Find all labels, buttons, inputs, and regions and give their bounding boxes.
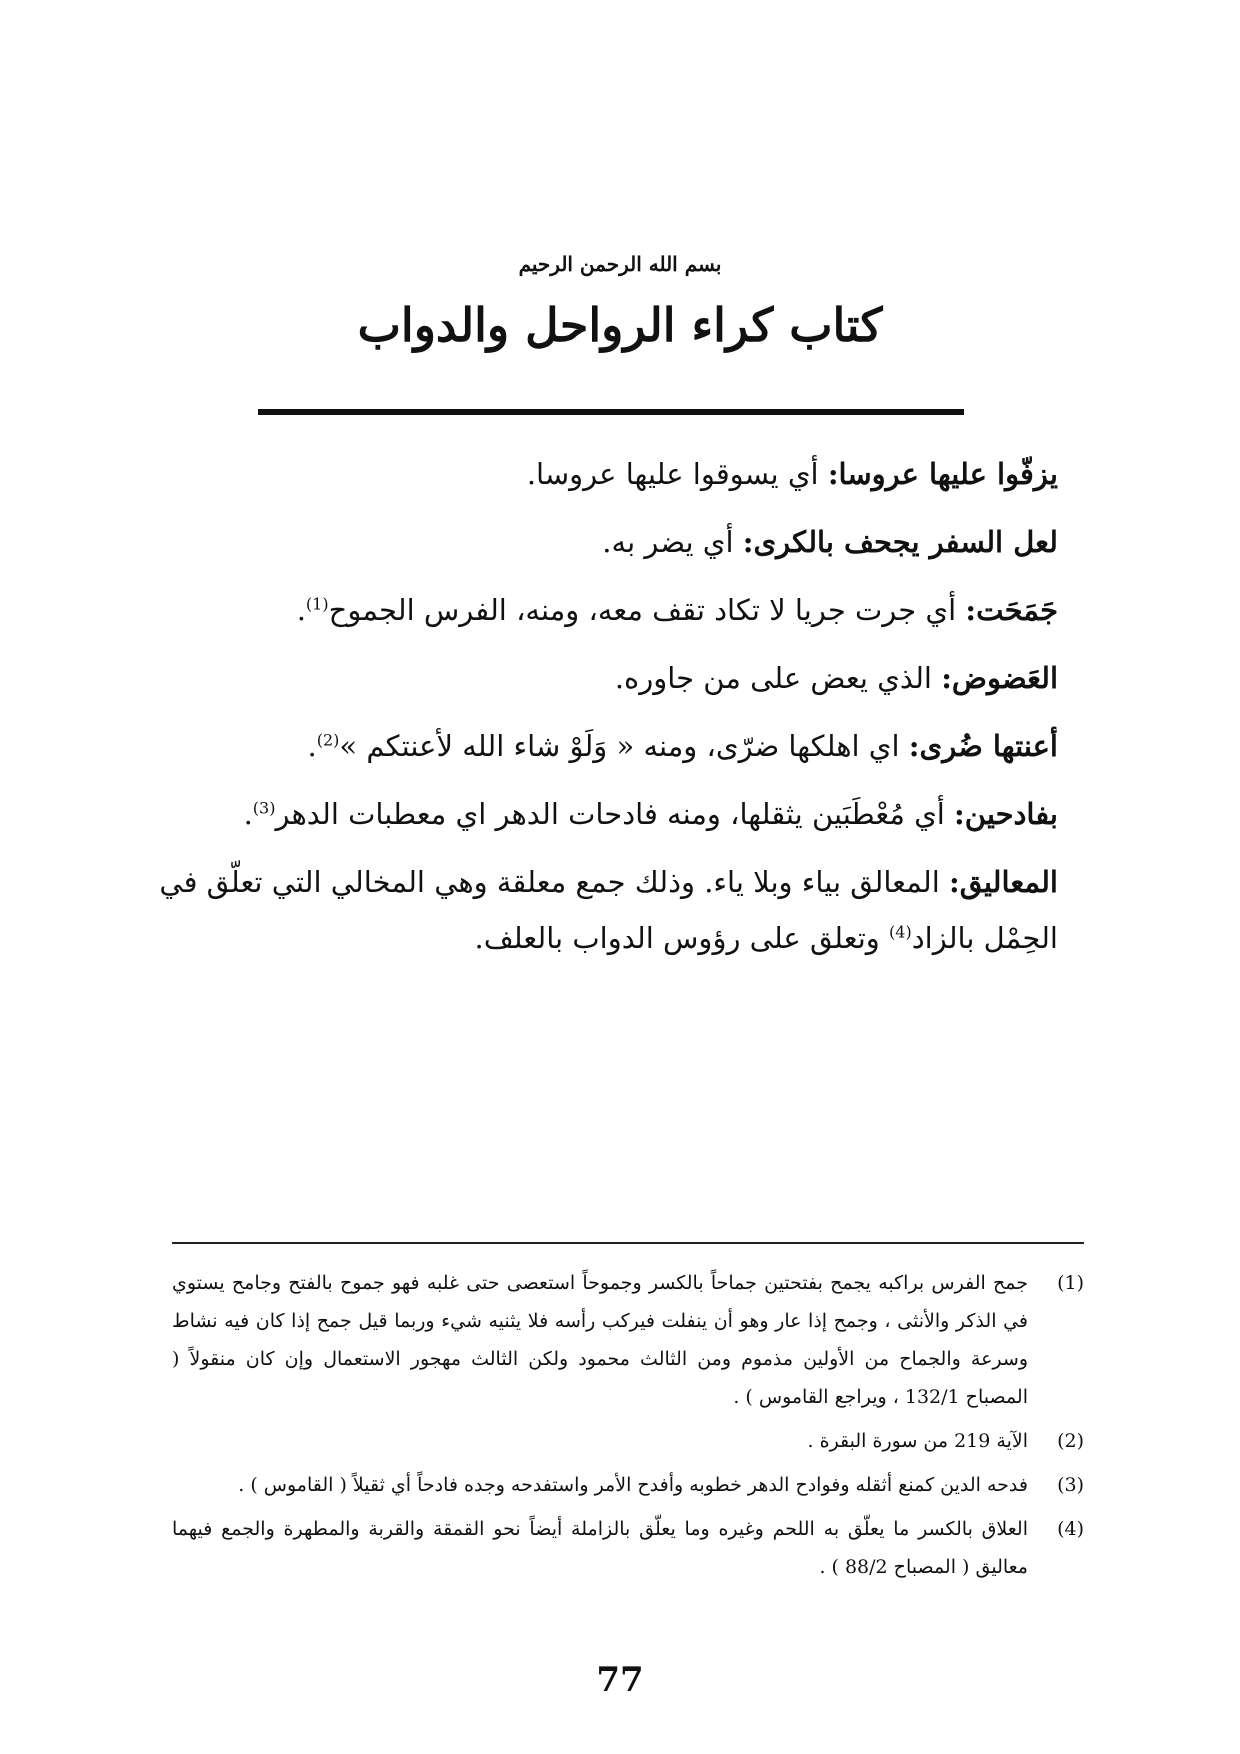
glossary-entry (150, 644, 1058, 712)
footnote-text: الآية 219 من سورة البقرة . (807, 1430, 1028, 1452)
glossary-entry: أعنتها ضُرى: اي اهلكها ضرّى، ومنه « وَلَوْ شاء الله لأعنتكم »$^{(2)}$. (307, 729, 1058, 763)
footnotes (172, 1264, 1084, 1592)
footnote-number: (3) (1057, 1474, 1084, 1496)
footnote-number: (4) (1057, 1518, 1084, 1540)
footnote-text: فدحه الدين كمنع أثقله وفوادح الدهر خطوبه وأفدح الأمر واستفدحه وجده فادحاً أي ثقيلاً ( القاموس ) . (238, 1474, 1028, 1496)
entry-definition: اي اهلكها ضرّى، ومنه « وَلَوْ شاء الله لأعنتكم » (339, 729, 900, 763)
footnote-reference[interactable]: (3) (252, 798, 276, 818)
footnote (172, 1466, 1084, 1504)
entry-term: لعل السفر يجحف بالكرى: (742, 525, 1058, 559)
entry-definition: أي يضر به. (602, 525, 734, 559)
footnote (172, 1510, 1084, 1586)
entry-definition: المعالق بياء وبلا ياء. وذلك جمع معلقة وهي المخالي التي تعلّق في الحِمْل بالزاد (159, 865, 1058, 955)
entry-definition: أي يسوقوا عليها عروسا. (526, 457, 819, 491)
entry-term: أعنتها ضُرى: (908, 729, 1058, 763)
footnote-reference[interactable]: (2) (316, 730, 340, 750)
footnote (172, 1422, 1084, 1460)
title-divider (258, 409, 964, 415)
entry-definition: أي جرت جريا لا تكاد تقف معه، ومنه، الفرس الجموح (328, 593, 957, 627)
footnote-divider (172, 1242, 1084, 1244)
basmala: بسم الله الرحمن الرحيم (518, 252, 722, 276)
footnote-text: جمح الفرس براكبه يجمح بفتحتين جماحاً بالكسر وجموحاً استعصى حتى غلبه فهو جموح بالفتح وجامح يستوي في الذكر والأنثى ، وجمح إذا عار وهو أن ينفلت فيركب رأسه فلا يثنيه شيء وربما قيل جمح إذا كان فيه نشاط وسرعة والجماح من الأولين مذموم ومن الثالث محمود ولكن الثالث مهجور الاستعمال وإن كان منقولاً ( المصباح 132/1 ، ويراجع القاموس ) . (172, 1272, 1028, 1408)
footnote-reference[interactable]: (4) (889, 922, 912, 942)
glossary-entry (150, 508, 1058, 576)
entry-definition-continued: وتعلق على رؤوس الدواب بالعلف. (474, 921, 880, 955)
glossary-entry: جَمَحَت: أي جرت جريا لا تكاد تقف معه، ومنه، الفرس الجموح$^{(1)}$. (296, 593, 1058, 627)
entry-term: بفادحين: (954, 797, 1058, 831)
chapter-title: كتاب كراء الرواحل والدواب (357, 298, 883, 352)
glossary-entry: بفادحين: أي مُعْطَبَين يثقلها، ومنه فادحات الدهر اي معطبات الدهر$^{(3)}$. (243, 797, 1058, 831)
entry-term: يزفّوا عليها عروسا: (827, 457, 1058, 491)
entry-term: العَضوض: (941, 661, 1058, 695)
entry-definition: الذي يعض على من جاوره. (614, 661, 932, 695)
page-number: 77 (596, 1660, 644, 1700)
footnote (172, 1264, 1084, 1416)
footnote-reference[interactable]: (1) (305, 594, 329, 614)
footnote-number: (2) (1057, 1430, 1084, 1452)
footnote-number: (1) (1057, 1272, 1084, 1294)
entry-term: المعاليق: (949, 865, 1058, 899)
glossary-entry (150, 440, 1058, 508)
entry-definition: أي مُعْطَبَين يثقلها، ومنه فادحات الدهر اي معطبات الدهر (275, 797, 945, 831)
entry-term: جَمَحَت: (965, 593, 1058, 627)
glossary-entries (150, 440, 1058, 966)
glossary-entry (150, 854, 1058, 966)
footnote-text: العلاق بالكسر ما يعلّق به اللحم وغيره وما يعلّق بالزاملة أيضاً نحو القمقة والقربة والمطهرة والجمع فيهما معاليق ( المصباح 88/2 ) . (172, 1518, 1028, 1578)
